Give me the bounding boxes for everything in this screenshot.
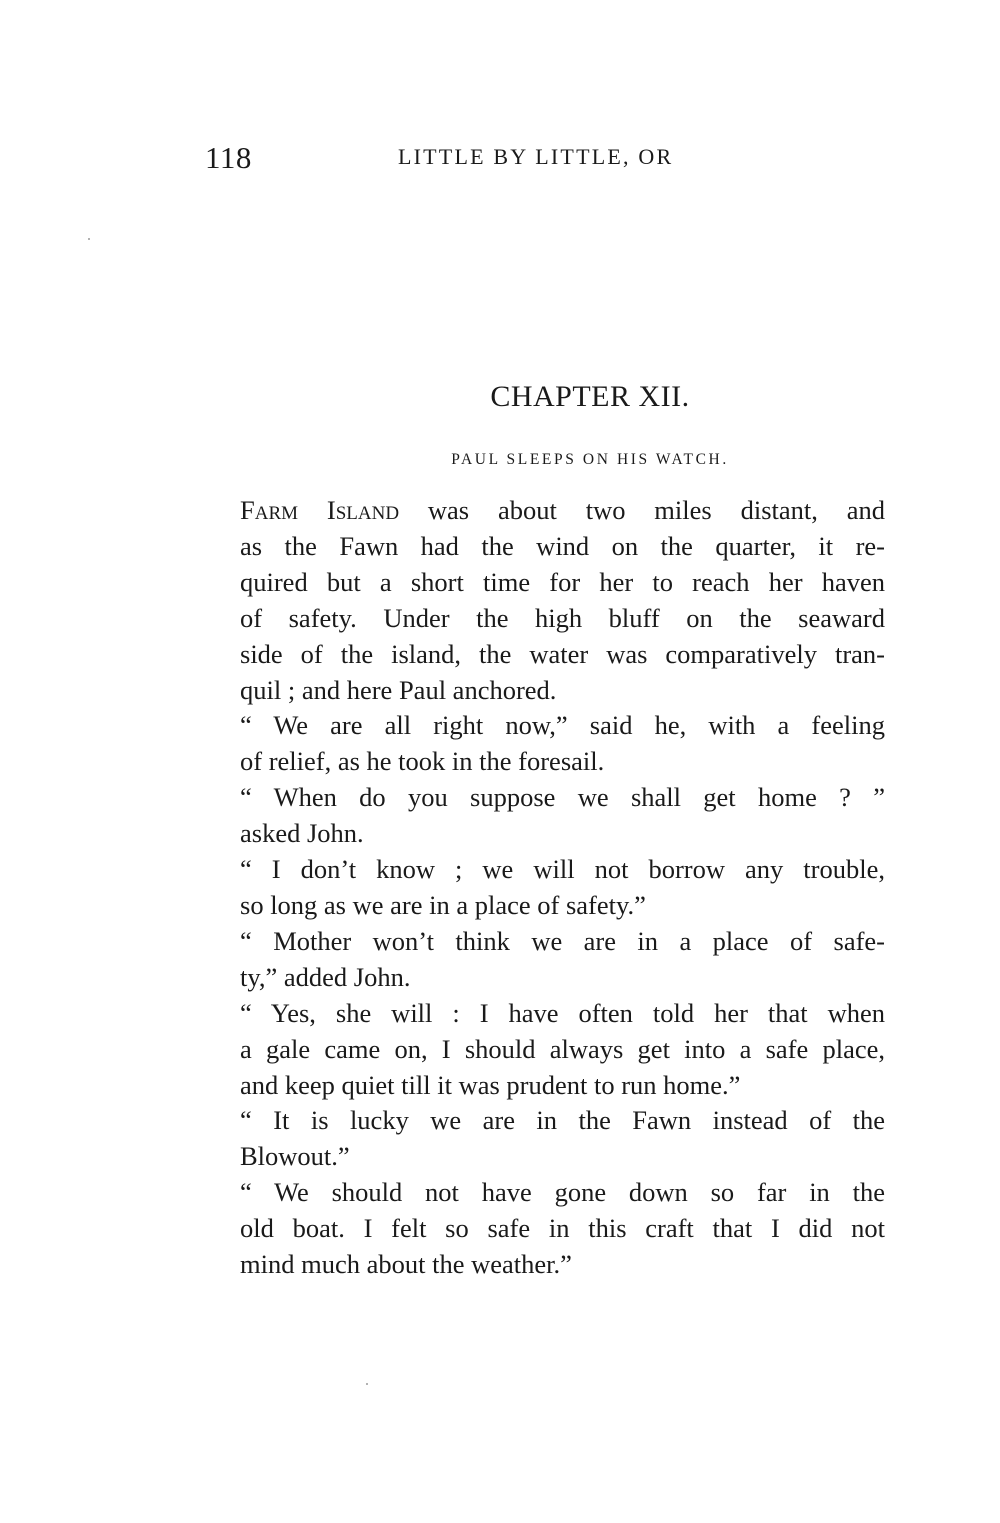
text-line: asked John. (240, 818, 364, 849)
text-line: Farm Island was about two miles distant, and (240, 495, 885, 525)
paragraph-7 (205, 1103, 885, 1175)
text-line: ty,” added John. (240, 961, 411, 992)
text-line: “ We should not have gone down so far in the (240, 1177, 885, 1208)
text-line: of safety. Under the high bluff on the seaward (240, 602, 885, 633)
page-number: 118 (205, 140, 252, 175)
text-line: “ I don’t know ; we will not borrow any trouble, (240, 854, 885, 885)
body-text (205, 493, 885, 1283)
paragraph-2 (205, 708, 885, 780)
text-line: “ When do you suppose we shall get home ? ” (240, 782, 885, 813)
text-line: of relief, as he took in the foresail. (240, 746, 605, 777)
text-line: quil ; and here Paul anchored. (240, 674, 557, 705)
paragraph-6 (205, 996, 885, 1104)
paragraph-8 (205, 1175, 885, 1283)
text-line: side of the island, the water was comparatively tran- (240, 638, 885, 669)
text-line: and keep quiet till it was prudent to run home.” (240, 1069, 741, 1100)
lead-in-small-caps: Farm Island (240, 495, 400, 525)
running-title: LITTLE BY LITTLE, OR (398, 144, 674, 169)
text-line: “ It is lucky we are in the Fawn instead of the (240, 1105, 885, 1136)
chapter-title: CHAPTER XII. (490, 380, 690, 413)
text-line: quired but a short time for her to reach her haven (240, 566, 885, 597)
running-header (205, 140, 885, 180)
paragraph-5 (205, 924, 885, 996)
text-line: a gale came on, I should always get into a safe place, (240, 1033, 885, 1064)
text-line: “ Yes, she will : I have often told her that when (240, 997, 885, 1028)
text-line: “ We are all right now,” said he, with a feeling (240, 710, 885, 741)
paragraph-3 (205, 780, 885, 852)
chapter-subtitle: PAUL SLEEPS ON HIS WATCH. (451, 451, 729, 468)
text-line: “ Mother won’t think we are in a place of safe- (240, 925, 885, 956)
paragraph-1 (205, 493, 885, 708)
text-line: mind much about the weather.” (240, 1249, 572, 1280)
text-line: as the Fawn had the wind on the quarter, it re- (240, 530, 885, 561)
paper-speck (88, 238, 90, 240)
text-line: so long as we are in a place of safety.” (240, 889, 646, 920)
text-line: Blowout.” (240, 1141, 350, 1172)
text-line: old boat. I felt so safe in this craft that I did not (240, 1213, 885, 1244)
paragraph-4 (205, 852, 885, 924)
paper-speck (366, 1383, 368, 1385)
